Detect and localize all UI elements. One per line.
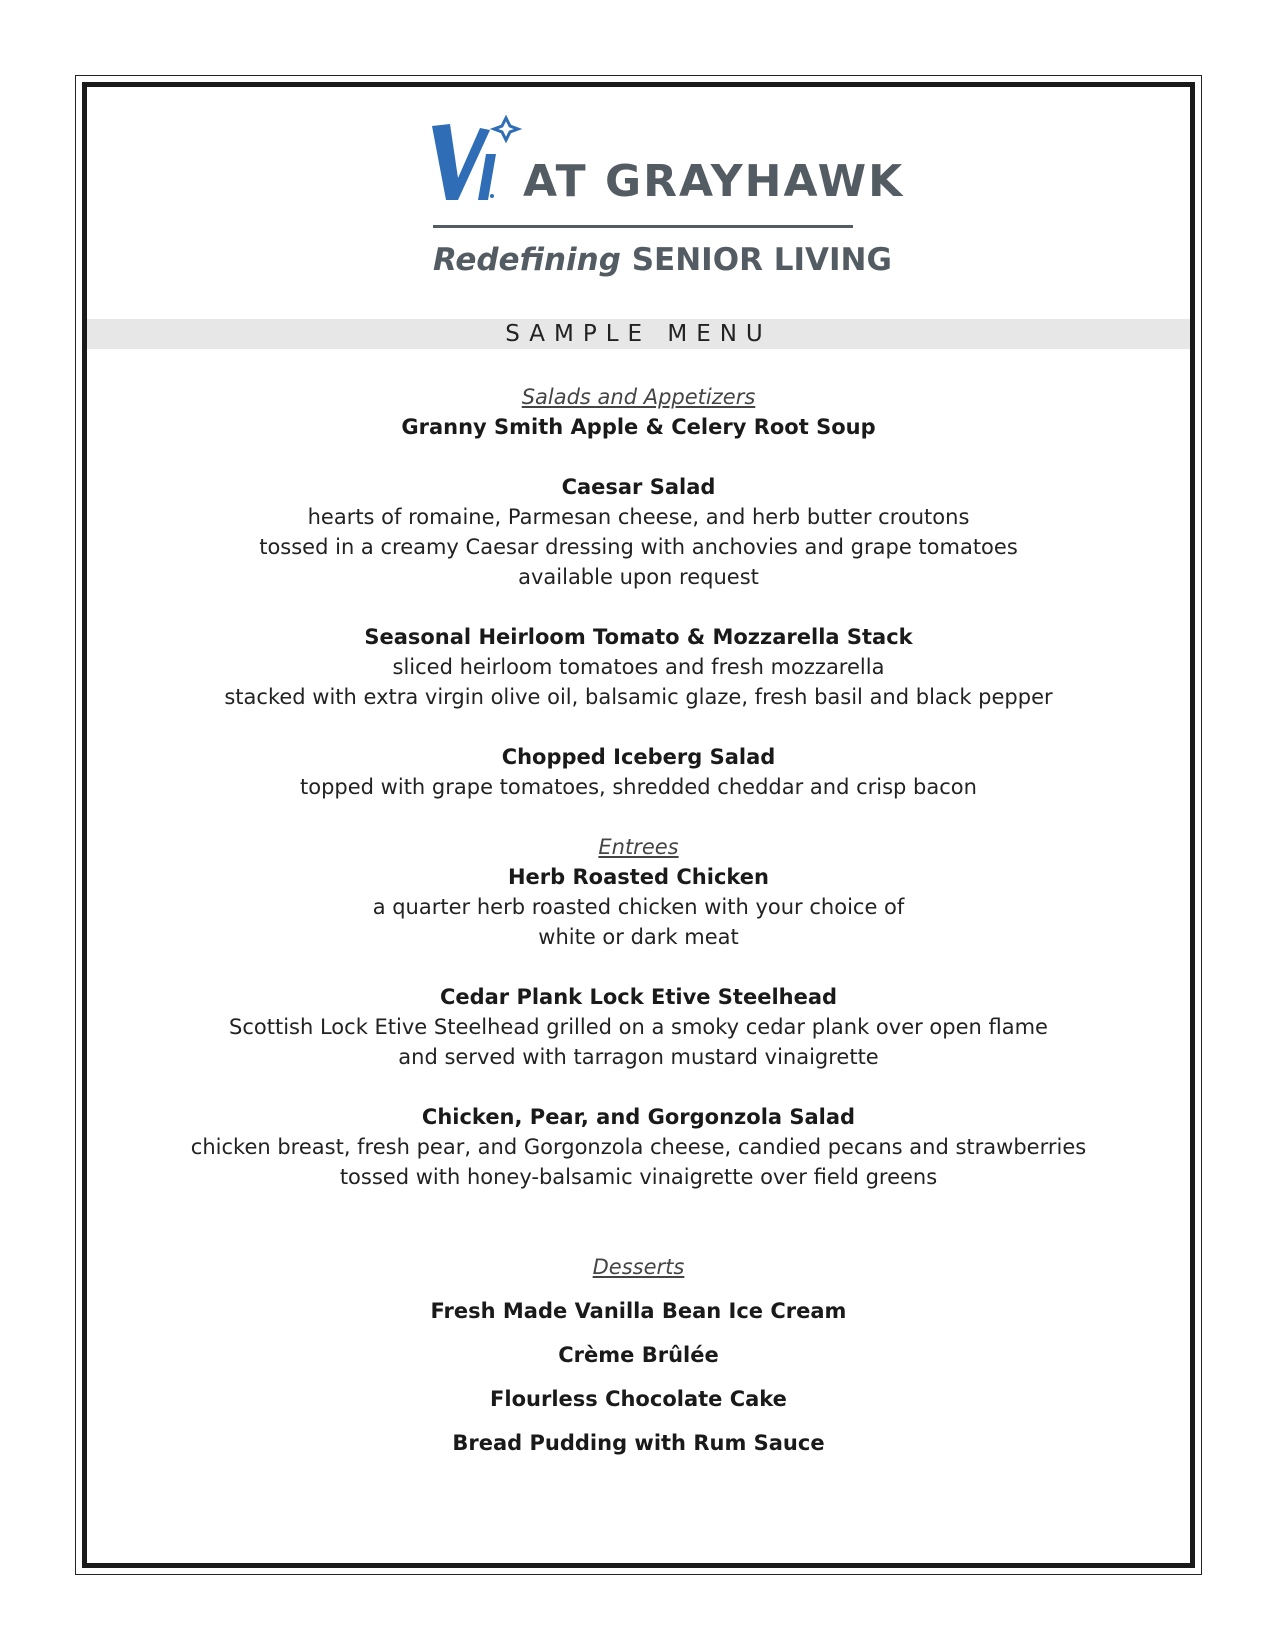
menu-item-desc: hearts of romaine, Parmesan cheese, and herb butter croutons <box>307 505 970 529</box>
vi-logo-mark-icon <box>428 108 528 208</box>
dessert-item: Fresh Made Vanilla Bean Ice Cream <box>430 1299 847 1323</box>
menu-item-desc: available upon request <box>518 565 759 589</box>
menu-item-name: Cedar Plank Lock Etive Steelhead <box>439 985 838 1009</box>
logo-tagline-italic: Redefining <box>433 242 621 278</box>
title-band <box>87 319 1190 349</box>
menu-item-desc: tossed with honey-balsamic vinaigrette over field greens <box>339 1165 938 1189</box>
dessert-item: Crème Brûlée <box>558 1343 719 1367</box>
section-heading-desserts: Desserts <box>592 1255 685 1279</box>
menu-item-name: Herb Roasted Chicken <box>507 865 769 889</box>
menu-item-name: Chopped Iceberg Salad <box>501 745 776 769</box>
menu-item-name: Caesar Salad <box>561 475 716 499</box>
menu-item-desc: stacked with extra virgin olive oil, balsamic glaze, fresh basil and black pepper <box>224 685 1053 709</box>
menu-item-name: Seasonal Heirloom Tomato & Mozzarella Stack <box>364 625 913 649</box>
menu-item-desc: sliced heirloom tomatoes and fresh mozzarella <box>392 655 885 679</box>
menu-item-desc: chicken breast, fresh pear, and Gorgonzola cheese, candied pecans and strawberries <box>190 1135 1087 1159</box>
logo-wordmark: AT GRAYHAWK <box>523 156 905 207</box>
menu-item-desc: topped with grape tomatoes, shredded cheddar and crisp bacon <box>300 775 977 799</box>
menu-body <box>87 382 1190 1458</box>
logo-divider <box>433 225 853 228</box>
menu-item-desc: white or dark meat <box>538 925 739 949</box>
menu-item-desc: a quarter herb roasted chicken with your choice of <box>372 895 905 919</box>
menu-item-desc: Scottish Lock Etive Steelhead grilled on a smoky cedar plank over open flame <box>229 1015 1048 1039</box>
logo-tagline <box>433 242 892 278</box>
menu-item-desc: and served with tarragon mustard vinaigrette <box>398 1045 879 1069</box>
menu-item-name: Granny Smith Apple & Celery Root Soup <box>401 415 876 439</box>
logo-tagline-rest: SENIOR LIVING <box>631 242 892 278</box>
menu-item-name: Chicken, Pear, and Gorgonzola Salad <box>421 1105 856 1129</box>
menu-item-desc: tossed in a creamy Caesar dressing with anchovies and grape tomatoes <box>259 535 1018 559</box>
dessert-item: Flourless Chocolate Cake <box>490 1387 787 1411</box>
logo <box>428 108 905 288</box>
page-title: SAMPLE MENU <box>505 321 772 347</box>
section-heading-salads: Salads and Appetizers <box>521 385 756 409</box>
section-heading-entrees: Entrees <box>598 835 679 859</box>
dessert-item: Bread Pudding with Rum Sauce <box>452 1431 825 1455</box>
